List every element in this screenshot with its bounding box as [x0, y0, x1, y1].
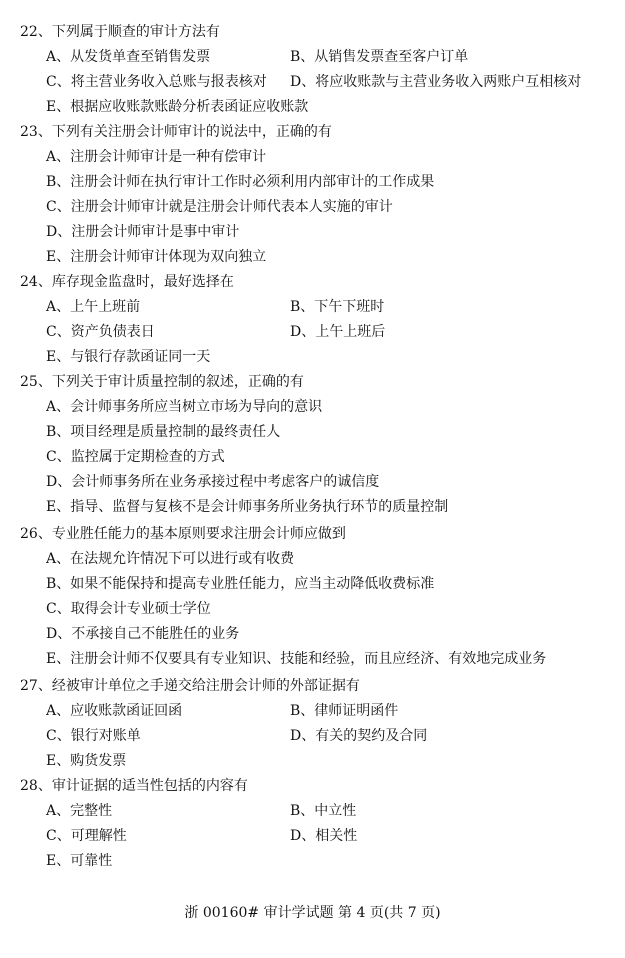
question-28-option-a: A、完整性: [46, 803, 113, 819]
question-26-option-e: E、注册会计师不仅要具有专业知识、技能和经验，而且应经济、有效地完成业务: [46, 651, 547, 667]
question-23-option-a: A、注册会计师审计是一种有偿审计: [46, 149, 267, 165]
question-25-option-b: B、项目经理是质量控制的最终责任人: [46, 424, 281, 440]
question-28-option-e: E、可靠性: [46, 853, 113, 869]
question-28-option-b: B、中立性: [290, 803, 357, 819]
question-27-option-e: E、购货发票: [46, 753, 127, 769]
page-footer: 浙 00160# 审计学试题 第 4 页(共 7 页): [184, 905, 441, 921]
question-22-option-a: A、从发货单查至销售发票: [46, 49, 211, 65]
question-24-option-d: D、上午上班后: [290, 324, 386, 340]
question-23-option-e: E、注册会计师审计体现为双向独立: [46, 249, 267, 265]
question-26-option-a: A、在法规允许情况下可以进行或有收费: [46, 551, 295, 567]
question-25-option-e: E、指导、监督与复核不是会计师事务所业务执行环节的质量控制: [46, 499, 449, 515]
question-25-option-c: C、监控属于定期检查的方式: [46, 449, 225, 465]
question-27-option-a: A、应收账款函证回函: [46, 703, 183, 719]
question-24-stem: 24、库存现金监盘时，最好选择在: [20, 274, 234, 290]
question-24-option-b: B、下午下班时: [290, 299, 385, 315]
question-26-option-c: C、取得会计专业硕士学位: [46, 601, 211, 617]
question-28-stem: 28、审计证据的适当性包括的内容有: [20, 778, 248, 794]
question-26-option-d: D、不承接自己不能胜任的业务: [46, 626, 240, 642]
question-27-option-d: D、有关的契约及合同: [290, 728, 428, 744]
question-22-option-e: E、根据应收账款账龄分析表函证应收账款: [46, 99, 309, 115]
question-23-stem: 23、下列有关注册会计师审计的说法中，正确的有: [20, 124, 332, 140]
question-22-option-b: B、从销售发票查至客户订单: [290, 49, 469, 65]
question-27-stem: 27、经被审计单位之手递交给注册会计师的外部证据有: [20, 678, 360, 694]
question-26-stem: 26、专业胜任能力的基本原则要求注册会计师应做到: [20, 526, 346, 542]
question-22-option-d: D、将应收账款与主营业务收入两账户互相核对: [290, 74, 582, 90]
question-22-stem: 22、下列属于顺查的审计方法有: [20, 24, 220, 40]
question-23-option-d: D、注册会计师审计是事中审计: [46, 224, 240, 240]
question-23-option-b: B、注册会计师在执行审计工作时必须利用内部审计的工作成果: [46, 174, 435, 190]
question-27-option-b: B、律师证明函件: [290, 703, 399, 719]
question-28-option-c: C、可理解性: [46, 828, 127, 844]
question-27-option-c: C、银行对账单: [46, 728, 141, 744]
question-28-option-d: D、相关性: [290, 828, 358, 844]
question-25-option-a: A、会计师事务所应当树立市场为导向的意识: [46, 399, 323, 415]
question-25-stem: 25、下列关于审计质量控制的叙述，正确的有: [20, 374, 304, 390]
question-22-option-c: C、将主营业务收入总账与报表核对: [46, 74, 267, 90]
question-24-option-c: C、资产负债表日: [46, 324, 155, 340]
question-23-option-c: C、注册会计师审计就是注册会计师代表本人实施的审计: [46, 199, 393, 215]
question-24-option-a: A、上午上班前: [46, 299, 141, 315]
question-26-option-b: B、如果不能保持和提高专业胜任能力，应当主动降低收费标准: [46, 576, 435, 592]
question-24-option-e: E、与银行存款函证同一天: [46, 349, 211, 365]
question-25-option-d: D、会计师事务所在业务承接过程中考虑客户的诚信度: [46, 474, 380, 490]
